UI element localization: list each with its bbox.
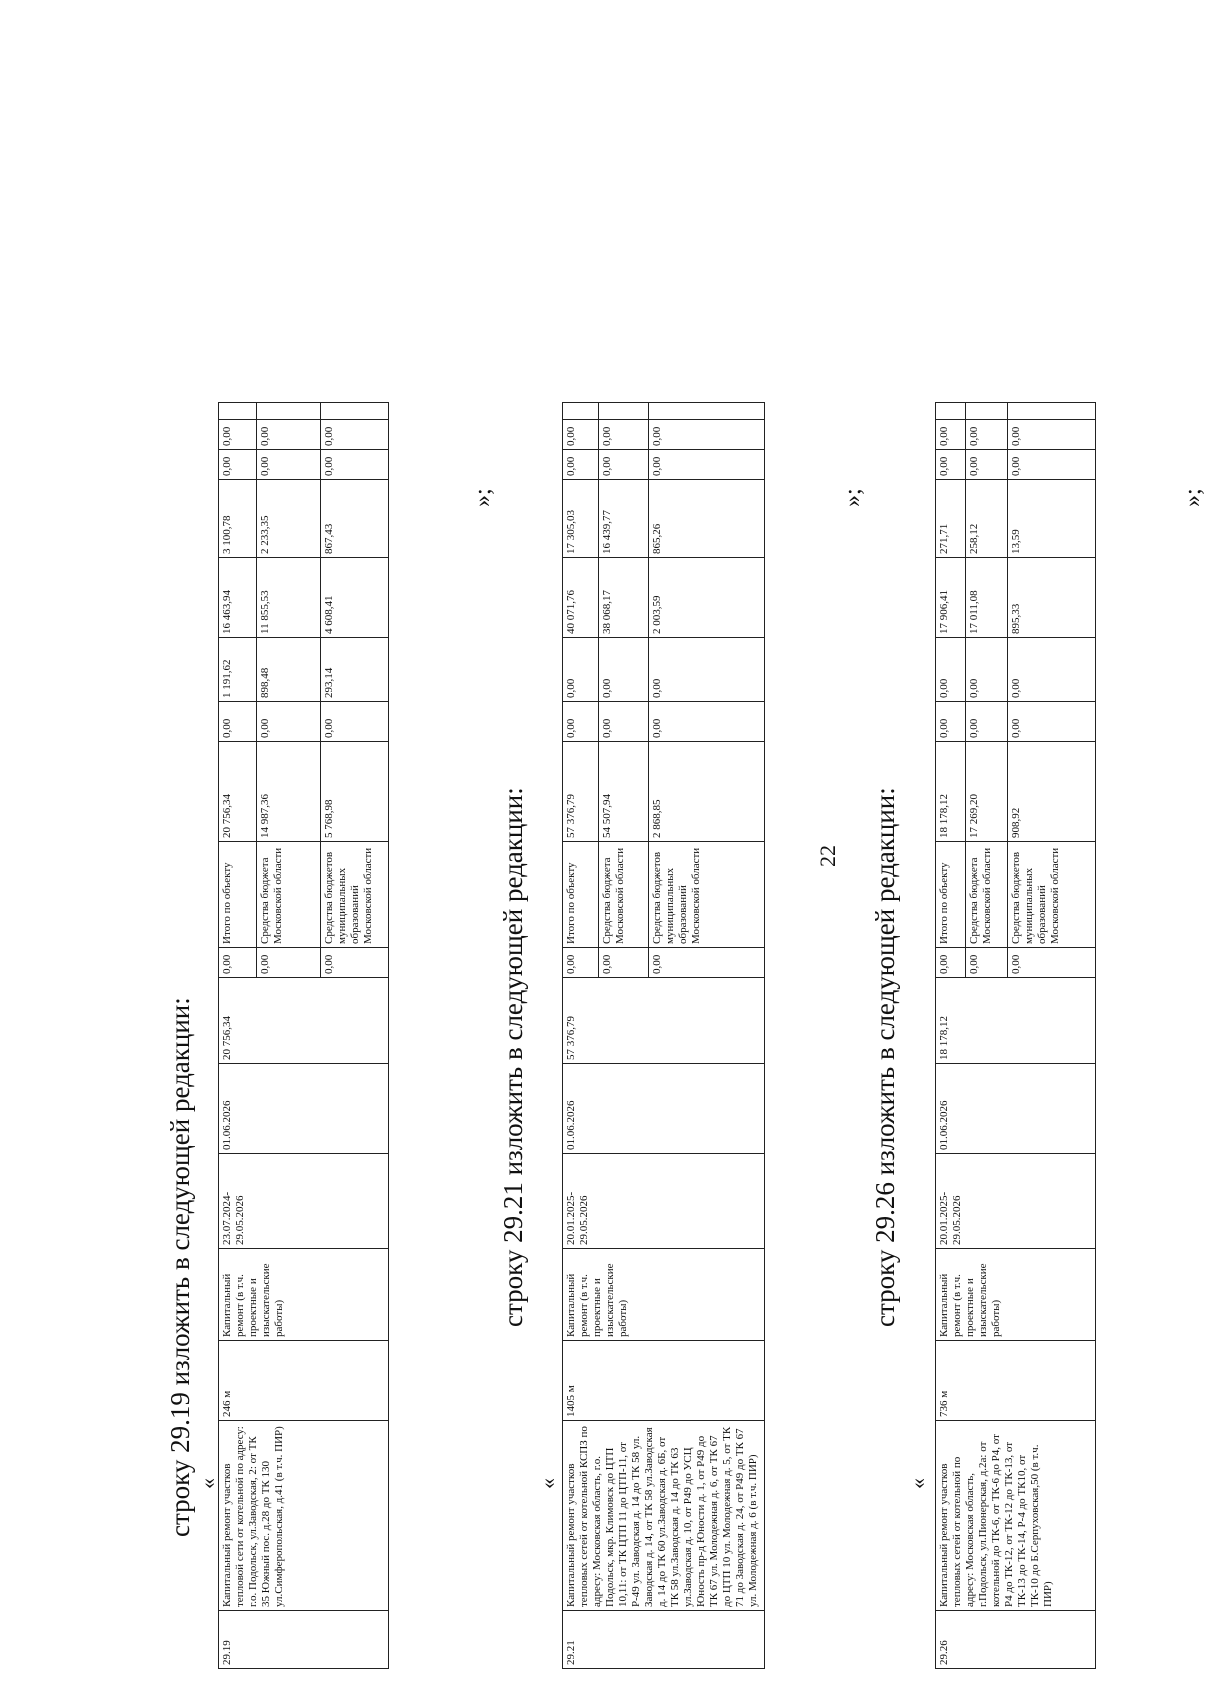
amount-cell: 13,59 — [1008, 480, 1096, 558]
opening-quote: « — [195, 1478, 220, 1489]
page-number: 22 — [815, 845, 840, 867]
amount-cell: 0,00 — [599, 420, 649, 450]
blank-cell — [1008, 403, 1096, 420]
amount-cell: 0,00 — [1008, 702, 1096, 742]
amount-cell: 0,00 — [966, 450, 1008, 480]
period-cell: 20.01.2025-29.05.2026 — [936, 1154, 1096, 1249]
amount-cell: 0,00 — [257, 420, 321, 450]
opening-quote: « — [535, 1478, 560, 1489]
remainder-cell: 0,00 — [966, 948, 1008, 978]
object-name-cell: Капитальный ремонт участков тепловых сетей от котельной КСПЗ по адресу: Московская область, г.о. Подольск, мкр. Климовск до ЦТП 10,11: от ТК ЦТП 11 до ЦТП-11, от Р-49 ул. Заводская д. 14 до ТК 58 ул. Заводская д. 14, от ТК 58 ул.Заводская д. 14 до ТК 60 ул.Заводская д. 6Б, от ТК 58 ул.Заводская д. 14 до ТК 63 ул.Заводская д. 10, от Р49 до УСЦ Юность пр-д Юности д. 1, от Р49 до ТК 67 ул. Молодежная д. 6, от ТК 67 до ЦТП 10 ул. Молодежная д. 5, от ТК 71 до Заводская д. 24, от Р49 до ТК 67 ул. Молодежная д. 6 (в т.ч. ПИР) — [563, 1421, 765, 1611]
amount-cell: 867,43 — [321, 480, 389, 558]
amount-cell: 0,00 — [966, 638, 1008, 702]
opening-quote: « — [905, 1478, 930, 1489]
amount-cell: 0,00 — [936, 702, 966, 742]
amount-cell: 0,00 — [966, 420, 1008, 450]
blank-cell — [219, 403, 257, 420]
table-row — [936, 403, 966, 1669]
amount-cell: 3 100,78 — [219, 480, 257, 558]
remainder-cell: 0,00 — [936, 948, 966, 978]
amount-cell: 17 305,03 — [563, 480, 599, 558]
length-cell: 1405 м — [563, 1341, 765, 1421]
amount-cell: 0,00 — [936, 638, 966, 702]
amount-cell: 18 178,12 — [936, 742, 966, 842]
amount-cell: 0,00 — [257, 450, 321, 480]
amount-cell: 0,00 — [599, 638, 649, 702]
funding-source-cell: Итого по объекту — [219, 842, 257, 948]
amount-cell: 0,00 — [649, 450, 765, 480]
closing-quote: »; — [470, 488, 496, 507]
closing-quote: »; — [840, 488, 866, 507]
amount-cell: 0,00 — [321, 702, 389, 742]
funding-source-cell: Средства бюджета Московской области — [257, 842, 321, 948]
amount-cell: 0,00 — [936, 450, 966, 480]
amount-cell: 2 868,85 — [649, 742, 765, 842]
amount-cell: 0,00 — [219, 450, 257, 480]
estimated-cost-cell: 57 376,79 — [563, 978, 765, 1064]
period-cell: 20.01.2025-29.05.2026 — [563, 1154, 765, 1249]
object-name-cell: Капитальный ремонт участков тепловой сети от котельной по адресу: г.о. Подольск, ул.Заводская, 2: от ТК 35 Южный пос. д.28 до ТК 130 ул.Симферопольская, д.41 (в т.ч. ПИР) — [219, 1421, 389, 1611]
amount-cell: 0,00 — [563, 702, 599, 742]
estimated-cost-cell: 20 756,34 — [219, 978, 389, 1064]
funding-source-cell: Средства бюджетов муниципальных образований Московской области — [1008, 842, 1096, 948]
amount-cell: 0,00 — [563, 420, 599, 450]
blank-cell — [936, 403, 966, 420]
amount-cell: 17 011,08 — [966, 558, 1008, 638]
amount-cell: 0,00 — [649, 420, 765, 450]
amount-cell: 40 071,76 — [563, 558, 599, 638]
amount-cell: 2 233,35 — [257, 480, 321, 558]
row-number-cell: 29.26 — [936, 1611, 1096, 1669]
amount-cell: 16 463,94 — [219, 558, 257, 638]
funding-source-cell: Средства бюджета Московской области — [966, 842, 1008, 948]
funding-source-cell: Средства бюджетов муниципальных образований Московской области — [649, 842, 765, 948]
amount-cell: 0,00 — [936, 420, 966, 450]
remainder-cell: 0,00 — [1008, 948, 1096, 978]
amount-cell: 0,00 — [1008, 450, 1096, 480]
amount-cell: 0,00 — [219, 420, 257, 450]
funding-source-cell: Средства бюджетов муниципальных образований Московской области — [321, 842, 389, 948]
table-row — [219, 403, 257, 1669]
amount-cell: 17 269,20 — [966, 742, 1008, 842]
amount-cell: 293,14 — [321, 638, 389, 702]
amount-cell: 57 376,79 — [563, 742, 599, 842]
length-cell: 736 м — [936, 1341, 1096, 1421]
funding-source-cell: Итого по объекту — [936, 842, 966, 948]
closing-quote: »; — [1180, 488, 1206, 507]
amount-cell: 16 439,77 — [599, 480, 649, 558]
remainder-cell: 0,00 — [219, 948, 257, 978]
amount-cell: 38 068,17 — [599, 558, 649, 638]
blank-cell — [563, 403, 599, 420]
work-type-cell: Капитальный ремонт (в т.ч. проектные и изыскательские работы) — [219, 1249, 389, 1341]
amount-cell: 271,71 — [936, 480, 966, 558]
amount-cell: 0,00 — [219, 702, 257, 742]
object-table — [218, 402, 389, 1669]
amount-cell: 0,00 — [649, 638, 765, 702]
work-type-cell: Капитальный ремонт (в т.ч. проектные и изыскательские работы) — [563, 1249, 765, 1341]
length-cell: 246 м — [219, 1341, 389, 1421]
amount-cell: 0,00 — [563, 638, 599, 702]
amount-cell: 1 191,62 — [219, 638, 257, 702]
blank-cell — [966, 403, 1008, 420]
amount-cell: 0,00 — [563, 450, 599, 480]
amount-cell: 898,48 — [257, 638, 321, 702]
amount-cell: 895,33 — [1008, 558, 1096, 638]
amount-cell: 258,12 — [966, 480, 1008, 558]
funding-source-cell: Итого по объекту — [563, 842, 599, 948]
section-heading: строку 29.19 изложить в следующей редакции: — [165, 997, 195, 1537]
remainder-cell: 0,00 — [563, 948, 599, 978]
completion-date-cell: 01.06.2026 — [936, 1064, 1096, 1154]
amount-cell: 0,00 — [599, 450, 649, 480]
blank-cell — [321, 403, 389, 420]
funding-source-cell: Средства бюджета Московской области — [599, 842, 649, 948]
remainder-cell: 0,00 — [649, 948, 765, 978]
completion-date-cell: 01.06.2026 — [563, 1064, 765, 1154]
amount-cell: 0,00 — [966, 702, 1008, 742]
amount-cell: 908,92 — [1008, 742, 1096, 842]
amount-cell: 54 507,94 — [599, 742, 649, 842]
table-row — [563, 403, 599, 1669]
section-heading: строку 29.21 изложить в следующей редакции: — [498, 787, 528, 1327]
amount-cell: 2 003,59 — [649, 558, 765, 638]
amount-cell: 865,26 — [649, 480, 765, 558]
amount-cell: 14 987,36 — [257, 742, 321, 842]
amount-cell: 20 756,34 — [219, 742, 257, 842]
amount-cell: 0,00 — [257, 702, 321, 742]
row-number-cell: 29.21 — [563, 1611, 765, 1669]
blank-cell — [649, 403, 765, 420]
amount-cell: 0,00 — [321, 450, 389, 480]
remainder-cell: 0,00 — [599, 948, 649, 978]
amount-cell: 11 855,53 — [257, 558, 321, 638]
amount-cell: 0,00 — [1008, 638, 1096, 702]
work-type-cell: Капитальный ремонт (в т.ч. проектные и изыскательские работы) — [936, 1249, 1096, 1341]
amount-cell: 0,00 — [321, 420, 389, 450]
amount-cell: 4 608,41 — [321, 558, 389, 638]
row-number-cell: 29.19 — [219, 1611, 389, 1669]
object-table — [935, 402, 1096, 1669]
object-name-cell: Капитальный ремонт участков тепловых сетей от котельной по адресу: Московская область, г.Подольск, ул.Пионерская, д.2а: от котельной до ТК-6, от ТК-6 до Р4, от Р4 до ТК-12, от ТК-12 до ТК-13, от ТК-13 до ТК-14, Р-4 до ТК10, от ТК-10 до Б.Серпуховская,50 (в т.ч. ПИР) — [936, 1421, 1096, 1611]
amount-cell: 0,00 — [599, 702, 649, 742]
remainder-cell: 0,00 — [321, 948, 389, 978]
amount-cell: 5 768,98 — [321, 742, 389, 842]
amount-cell: 17 906,41 — [936, 558, 966, 638]
object-table — [562, 402, 765, 1669]
completion-date-cell: 01.06.2026 — [219, 1064, 389, 1154]
remainder-cell: 0,00 — [257, 948, 321, 978]
amount-cell: 0,00 — [649, 702, 765, 742]
period-cell: 23.07.2024-29.05.2026 — [219, 1154, 389, 1249]
blank-cell — [599, 403, 649, 420]
estimated-cost-cell: 18 178,12 — [936, 978, 1096, 1064]
section-heading: строку 29.26 изложить в следующей редакции: — [870, 787, 900, 1327]
blank-cell — [257, 403, 321, 420]
amount-cell: 0,00 — [1008, 420, 1096, 450]
